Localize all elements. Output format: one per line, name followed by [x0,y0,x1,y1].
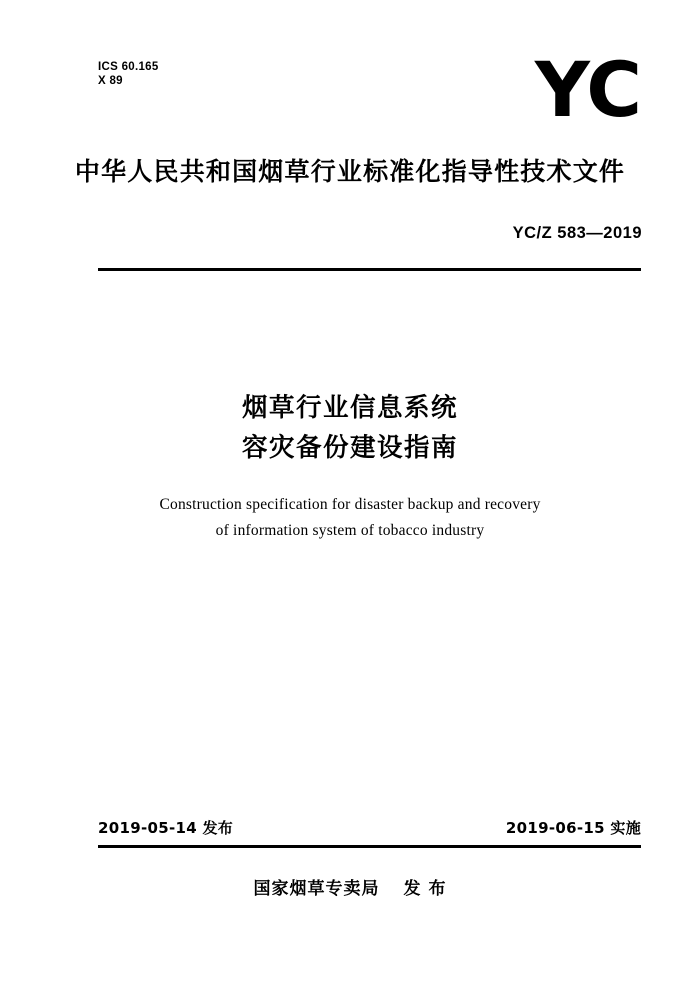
yc-logo: YC [534,45,641,134]
date-row [98,817,641,839]
publisher-name: 国家烟草专卖局 [253,879,380,899]
standard-number: YC/Z 583—2019 [512,224,642,242]
divider-top [98,268,641,271]
header-block [98,45,641,162]
document-title-english [0,492,700,544]
ics-code: ICS 60.165 [98,61,159,73]
document-title-line2: 容灾备份建设指南 [241,433,458,463]
document-title [0,388,700,468]
effective-date: 2019-06-15 实施 [505,819,641,837]
issue-date: 2019-05-14 发布 [98,819,234,837]
classification-block [98,60,159,88]
divider-bottom [98,845,641,848]
publisher-line [0,874,700,899]
organization-title: 中华人民共和国烟草行业标准化指导性技术文件 [74,157,626,186]
publisher-action: 发 布 [403,879,447,899]
document-title-english-line2: of information system of tobacco industry [215,522,485,539]
category-code: X 89 [98,75,123,87]
document-title-english-line1: Construction specification for disaster backup and recovery [159,496,541,513]
document-title-line1: 烟草行业信息系统 [241,393,458,423]
